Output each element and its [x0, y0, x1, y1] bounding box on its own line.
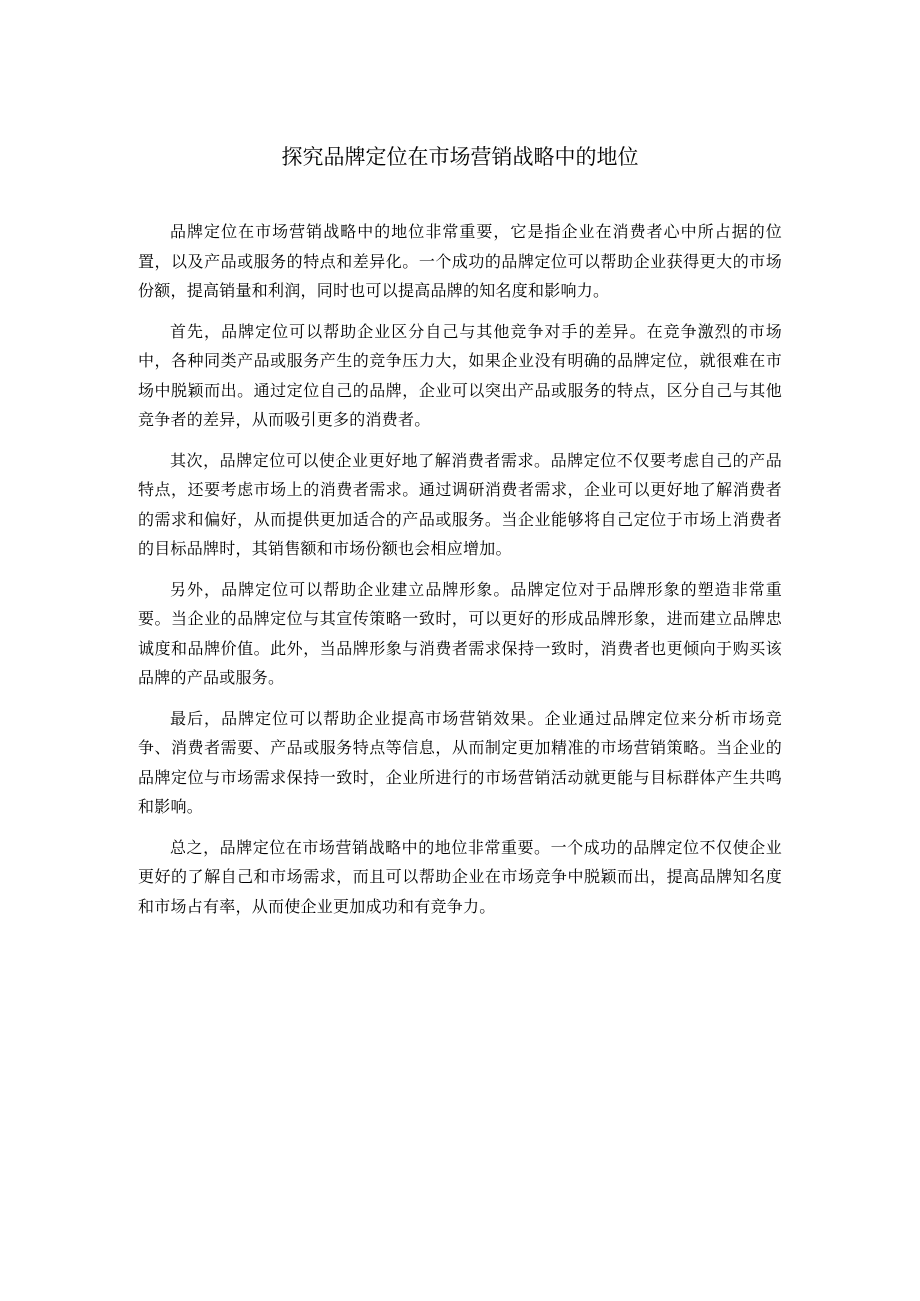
paragraph-fourth-point: 最后，品牌定位可以帮助企业提高市场营销效果。企业通过品牌定位来分析市场竞争、消费者需要、产品或服务特点等信息，从而制定更加精准的市场营销策略。当企业的品牌定位与市场需求保持一致时，企业所进行的市场营销活动就更能与目标群体产生共鸣和影响。 [138, 708, 782, 816]
paragraph-second-point: 其次，品牌定位可以使企业更好地了解消费者需求。品牌定位不仅要考虑自己的产品特点，还要考虑市场上的消费者需求。通过调研消费者需求，企业可以更好地了解消费者的需求和偏好，从而提供更加适合的产品或服务。当企业能够将自己定位于市场上消费者的目标品牌时，其销售额和市场份额也会相应增加。 [138, 450, 782, 558]
document-title: 探究品牌定位在市场营销战略中的地位 [281, 145, 639, 169]
document-body [138, 217, 782, 932]
paragraph-first-point: 首先，品牌定位可以帮助企业区分自己与其他竞争对手的差异。在竞争激烈的市场中，各种同类产品或服务产生的竞争压力大，如果企业没有明确的品牌定位，就很难在市场中脱颖而出。通过定位自己的品牌，企业可以突出产品或服务的特点，区分自己与其他竞争者的差异，从而吸引更多的消费者。 [138, 321, 782, 429]
paragraph-intro: 品牌定位在市场营销战略中的地位非常重要，它是指企业在消费者心中所占据的位置，以及产品或服务的特点和差异化。一个成功的品牌定位可以帮助企业获得更大的市场份额，提高销量和利润，同时也可以提高品牌的知名度和影响力。 [138, 222, 782, 300]
paragraph-conclusion: 总之，品牌定位在市场营销战略中的地位非常重要。一个成功的品牌定位不仅使企业更好的了解自己和市场需求，而且可以帮助企业在市场竞争中脱颖而出，提高品牌知名度和市场占有率，从而使企业更加成功和有竞争力。 [138, 837, 782, 916]
paragraph-third-point: 另外，品牌定位可以帮助企业建立品牌形象。品牌定位对于品牌形象的塑造非常重要。当企业的品牌定位与其宣传策略一致时，可以更好的形成品牌形象，进而建立品牌忠诚度和品牌价值。此外，当品牌形象与消费者需求保持一致时，消费者也更倾向于购买该品牌的产品或服务。 [138, 579, 782, 687]
